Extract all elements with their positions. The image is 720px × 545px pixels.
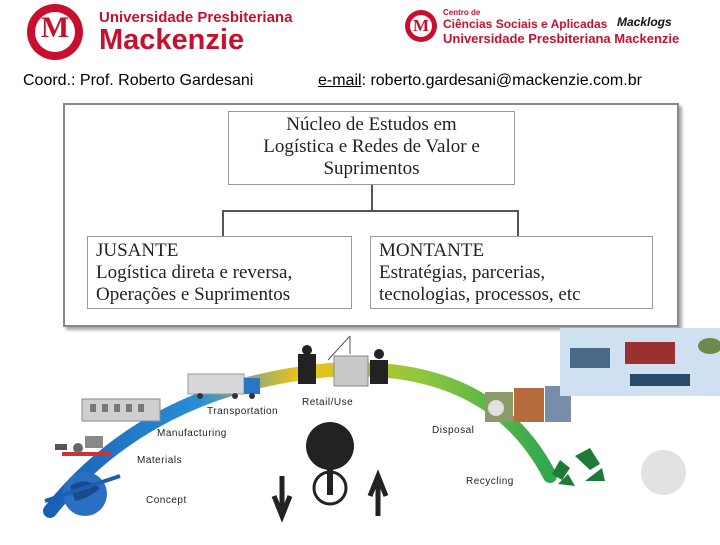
mackenzie-emblem-icon bbox=[27, 4, 83, 60]
top-box-line3: Suprimentos bbox=[323, 158, 420, 179]
jusante-title: JUSANTE bbox=[96, 240, 179, 261]
stage-recycling: Recycling bbox=[466, 476, 514, 487]
university-name: Universidade Presbiteriana bbox=[99, 9, 293, 26]
email-address: : roberto.gardesani@mackenzie.com.br bbox=[361, 72, 642, 89]
org-diagram bbox=[63, 103, 679, 327]
factory-icon bbox=[82, 399, 160, 421]
decorative-circle bbox=[641, 450, 686, 495]
recycle-icon bbox=[552, 448, 605, 486]
waste-bins-icon bbox=[485, 386, 571, 422]
ccsa-line3: Universidade Presbiteriana Mackenzie bbox=[443, 31, 680, 46]
top-box bbox=[228, 111, 515, 185]
connector-vertical bbox=[371, 185, 373, 211]
materials-icon bbox=[55, 436, 112, 456]
connector-right bbox=[517, 210, 519, 236]
transport-photo-icon bbox=[560, 328, 720, 396]
coordinator-text: Coord.: Prof. Roberto Gardesani bbox=[23, 72, 254, 89]
ccsa-logo bbox=[405, 7, 695, 52]
montante-title: MONTANTE bbox=[379, 240, 485, 261]
connector-left bbox=[222, 210, 224, 236]
mackenzie-logo bbox=[27, 2, 293, 62]
stage-transportation: Transportation bbox=[207, 406, 279, 417]
stage-concept: Concept bbox=[146, 495, 187, 506]
top-box-line1: Núcleo de Estudos em bbox=[286, 114, 457, 135]
lifecycle-svg bbox=[30, 326, 720, 540]
montante-line3: tecnologias, processos, etc bbox=[379, 284, 581, 305]
tree-cycle-icon bbox=[274, 422, 386, 516]
ccsa-line1: Centro de bbox=[443, 8, 481, 17]
stage-disposal: Disposal bbox=[432, 425, 475, 436]
jusante-line3: Operações e Suprimentos bbox=[96, 284, 291, 305]
montante-box bbox=[370, 236, 653, 309]
stage-retail-use: Retail/Use bbox=[302, 397, 354, 408]
jusante-box bbox=[87, 236, 352, 309]
top-box-line2: Logística e Redes de Valor e bbox=[263, 136, 480, 157]
ccsa-line2: Ciências Sociais e Aplicadas bbox=[443, 17, 608, 31]
montante-line2: Estratégias, parcerias, bbox=[379, 262, 546, 283]
lifecycle-graphic bbox=[30, 326, 720, 540]
macklogs-brand: Macklogs bbox=[617, 15, 672, 29]
stage-manufacturing: Manufacturing bbox=[157, 428, 227, 439]
stage-materials: Materials bbox=[137, 455, 183, 466]
lifecycle-arc bbox=[50, 369, 550, 511]
mackenzie-name: Mackenzie bbox=[99, 24, 245, 56]
connector-horizontal bbox=[222, 210, 518, 212]
jusante-line2: Logística direta e reversa, bbox=[96, 262, 293, 283]
retail-people-icon bbox=[298, 336, 388, 386]
emblem-small-monogram: M bbox=[412, 16, 430, 35]
mackenzie-emblem-small-icon bbox=[405, 10, 437, 42]
email-line bbox=[318, 72, 642, 90]
email-link[interactable]: e-mail bbox=[318, 72, 362, 89]
emblem-monogram: M bbox=[40, 11, 70, 44]
